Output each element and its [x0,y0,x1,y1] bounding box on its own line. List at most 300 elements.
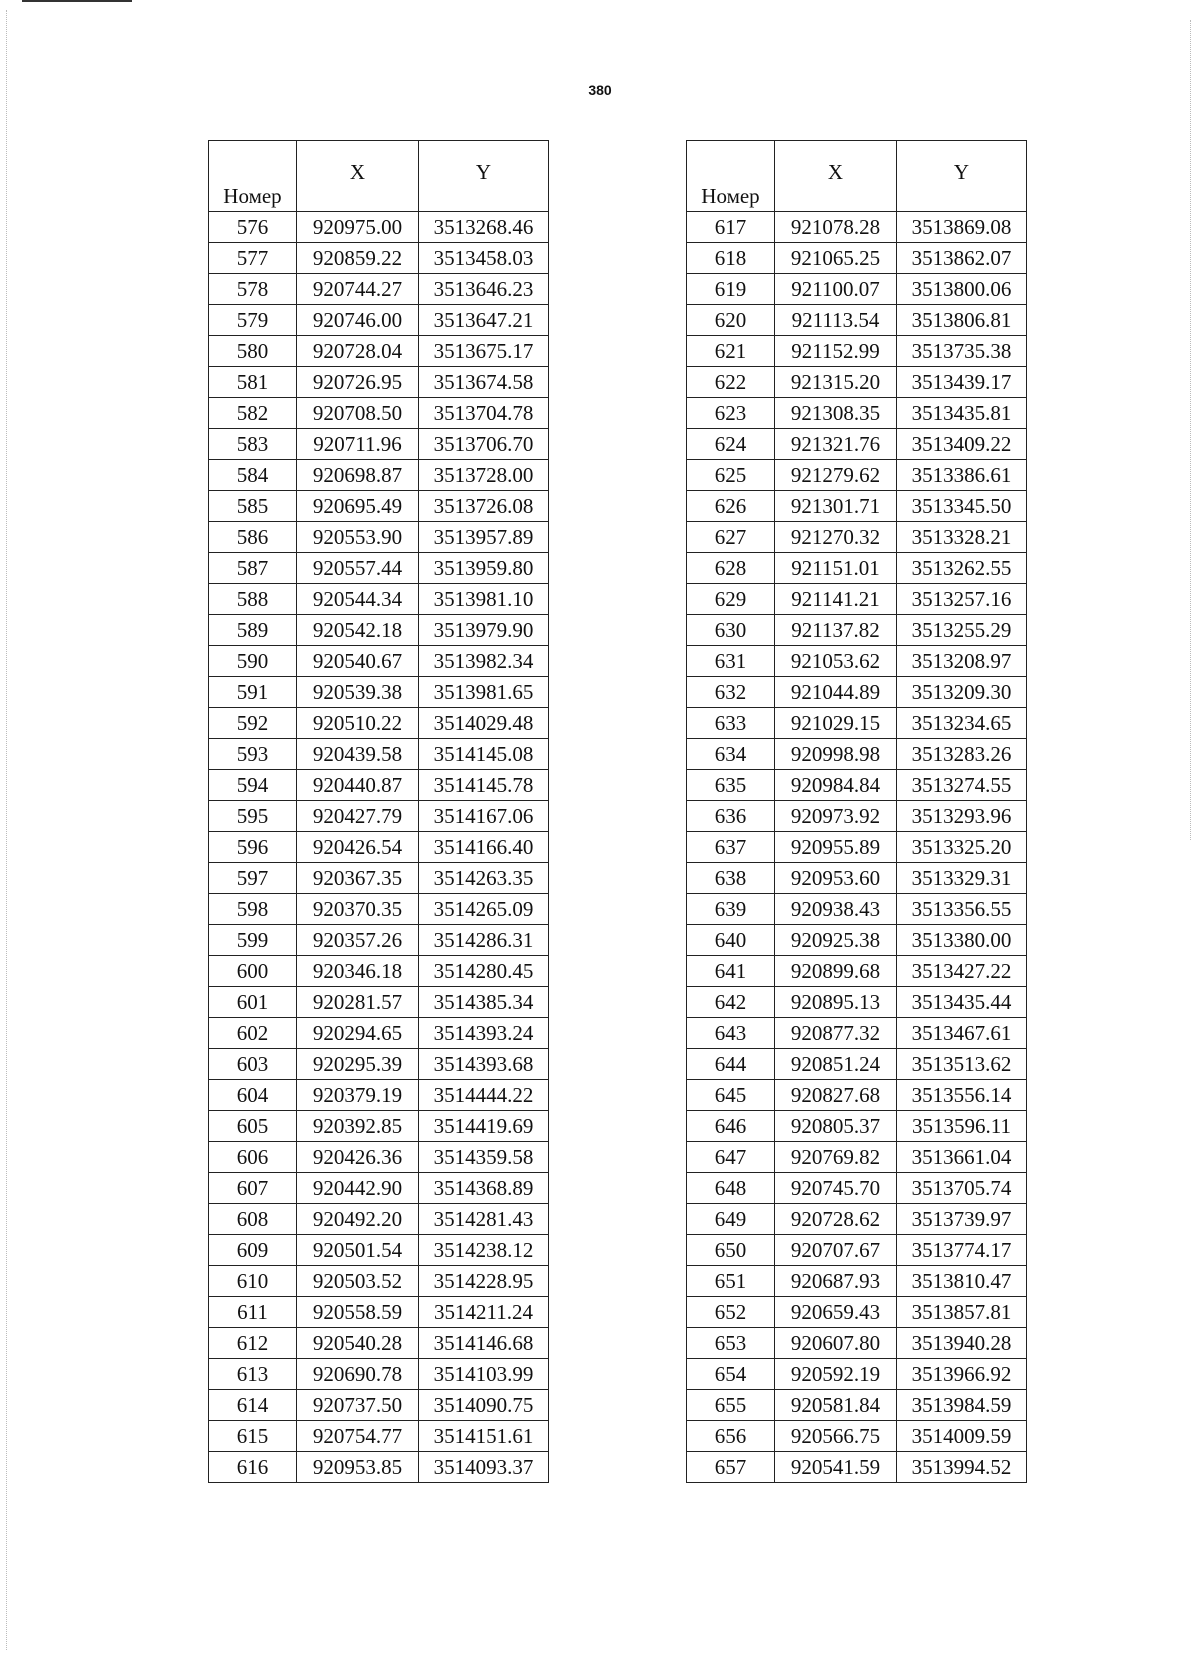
table-row [687,646,1027,677]
cell-number: 586 [209,522,297,553]
cell-number: 610 [209,1266,297,1297]
table-row [687,398,1027,429]
table-row [209,739,549,770]
cell-number: 653 [687,1328,775,1359]
cell-x: 920769.82 [775,1142,897,1173]
table-row [687,770,1027,801]
table-row [209,1297,549,1328]
table-row [687,677,1027,708]
cell-y: 3513675.17 [419,336,549,367]
table-row [687,1421,1027,1452]
cell-x: 920370.35 [297,894,419,925]
cell-x: 921151.01 [775,553,897,584]
cell-y: 3513435.44 [897,987,1027,1018]
table-row [687,336,1027,367]
cell-number: 612 [209,1328,297,1359]
cell-y: 3514103.99 [419,1359,549,1390]
cell-number: 585 [209,491,297,522]
cell-y: 3513806.81 [897,305,1027,336]
cell-y: 3513984.59 [897,1390,1027,1421]
table-row [209,1173,549,1204]
cell-y: 3513705.74 [897,1173,1027,1204]
cell-y: 3513981.65 [419,677,549,708]
cell-y: 3514419.69 [419,1111,549,1142]
table-row [209,243,549,274]
cell-y: 3513274.55 [897,770,1027,801]
cell-y: 3513940.28 [897,1328,1027,1359]
header-x: X [297,141,419,212]
cell-number: 581 [209,367,297,398]
cell-number: 604 [209,1080,297,1111]
cell-number: 618 [687,243,775,274]
table-row [209,1359,549,1390]
cell-x: 920925.38 [775,925,897,956]
table-row [687,1452,1027,1483]
cell-x: 920827.68 [775,1080,897,1111]
cell-number: 601 [209,987,297,1018]
header-number: Номер [687,141,775,212]
cell-x: 920540.67 [297,646,419,677]
cell-number: 644 [687,1049,775,1080]
table-row [209,367,549,398]
page-number: 380 [588,82,612,98]
cell-y: 3514228.95 [419,1266,549,1297]
cell-number: 652 [687,1297,775,1328]
cell-x: 920707.67 [775,1235,897,1266]
table-row [209,1049,549,1080]
table-row [209,584,549,615]
cell-number: 622 [687,367,775,398]
table-row [687,274,1027,305]
cell-number: 589 [209,615,297,646]
cell-x: 920687.93 [775,1266,897,1297]
header-number: Номер [209,141,297,212]
table-row [209,1142,549,1173]
table-row [209,1421,549,1452]
cell-number: 577 [209,243,297,274]
cell-number: 645 [687,1080,775,1111]
cell-x: 920805.37 [775,1111,897,1142]
cell-number: 651 [687,1266,775,1297]
cell-number: 656 [687,1421,775,1452]
table-row [209,212,549,243]
table-row [687,1142,1027,1173]
table-row [687,1235,1027,1266]
cell-x: 921315.20 [775,367,897,398]
cell-y: 3513409.22 [897,429,1027,460]
cell-x: 920294.65 [297,1018,419,1049]
cell-y: 3514211.24 [419,1297,549,1328]
cell-x: 921152.99 [775,336,897,367]
cell-number: 588 [209,584,297,615]
cell-y: 3514286.31 [419,925,549,956]
cell-number: 611 [209,1297,297,1328]
cell-y: 3513735.38 [897,336,1027,367]
cell-number: 587 [209,553,297,584]
cell-number: 637 [687,832,775,863]
cell-number: 636 [687,801,775,832]
cell-y: 3514444.22 [419,1080,549,1111]
cell-y: 3513209.30 [897,677,1027,708]
cell-x: 920728.62 [775,1204,897,1235]
cell-number: 625 [687,460,775,491]
cell-y: 3514145.08 [419,739,549,770]
table-row [687,1049,1027,1080]
cell-x: 920510.22 [297,708,419,739]
cell-number: 596 [209,832,297,863]
cell-number: 648 [687,1173,775,1204]
cell-y: 3513810.47 [897,1266,1027,1297]
table-row [687,1204,1027,1235]
cell-number: 654 [687,1359,775,1390]
cell-number: 590 [209,646,297,677]
table-row [687,987,1027,1018]
cell-x: 921141.21 [775,584,897,615]
cell-x: 920426.54 [297,832,419,863]
cell-y: 3513726.08 [419,491,549,522]
cell-x: 920953.85 [297,1452,419,1483]
cell-x: 920953.60 [775,863,897,894]
cell-number: 647 [687,1142,775,1173]
cell-number: 603 [209,1049,297,1080]
table-row [687,801,1027,832]
cell-y: 3513982.34 [419,646,549,677]
cell-number: 591 [209,677,297,708]
cell-x: 920295.39 [297,1049,419,1080]
scan-edge-left [6,10,7,1650]
coordinates-table-right [686,140,1027,1483]
table-row [209,398,549,429]
cell-number: 583 [209,429,297,460]
cell-y: 3514393.68 [419,1049,549,1080]
cell-y: 3513704.78 [419,398,549,429]
cell-y: 3513728.00 [419,460,549,491]
cell-y: 3513774.17 [897,1235,1027,1266]
table-row [209,708,549,739]
table-row [209,491,549,522]
cell-y: 3514166.40 [419,832,549,863]
cell-y: 3514090.75 [419,1390,549,1421]
table-row [209,1328,549,1359]
cell-number: 613 [209,1359,297,1390]
table-row [209,801,549,832]
cell-x: 920938.43 [775,894,897,925]
cell-y: 3514265.09 [419,894,549,925]
table-row [209,1080,549,1111]
cell-y: 3514167.06 [419,801,549,832]
cell-x: 920566.75 [775,1421,897,1452]
table-row [209,336,549,367]
table-row [209,1452,549,1483]
cell-y: 3514359.58 [419,1142,549,1173]
cell-number: 617 [687,212,775,243]
cell-number: 616 [209,1452,297,1483]
cell-number: 630 [687,615,775,646]
cell-number: 608 [209,1204,297,1235]
header-x: X [775,141,897,212]
table-row [209,305,549,336]
cell-number: 633 [687,708,775,739]
cell-y: 3513293.96 [897,801,1027,832]
cell-y: 3513208.97 [897,646,1027,677]
table-row [687,491,1027,522]
cell-x: 920492.20 [297,1204,419,1235]
cell-x: 920544.34 [297,584,419,615]
cell-x: 920426.36 [297,1142,419,1173]
cell-number: 632 [687,677,775,708]
cell-x: 920754.77 [297,1421,419,1452]
cell-x: 920557.44 [297,553,419,584]
table-row [687,1111,1027,1142]
cell-number: 594 [209,770,297,801]
cell-y: 3513800.06 [897,274,1027,305]
cell-y: 3513439.17 [897,367,1027,398]
cell-x: 921308.35 [775,398,897,429]
cell-y: 3513268.46 [419,212,549,243]
cell-x: 920708.50 [297,398,419,429]
cell-y: 3513596.11 [897,1111,1027,1142]
coordinates-table-left [208,140,549,1483]
cell-number: 582 [209,398,297,429]
cell-number: 598 [209,894,297,925]
cell-x: 920501.54 [297,1235,419,1266]
cell-y: 3514281.43 [419,1204,549,1235]
cell-y: 3513739.97 [897,1204,1027,1235]
table-row [687,1266,1027,1297]
header-y: Y [897,141,1027,212]
cell-number: 592 [209,708,297,739]
table-row [209,1266,549,1297]
cell-x: 920895.13 [775,987,897,1018]
cell-x: 921137.82 [775,615,897,646]
cell-number: 635 [687,770,775,801]
table-row [687,522,1027,553]
table-row [687,243,1027,274]
cell-y: 3513329.31 [897,863,1027,894]
cell-x: 921065.25 [775,243,897,274]
cell-number: 584 [209,460,297,491]
cell-y: 3513857.81 [897,1297,1027,1328]
cell-x: 920346.18 [297,956,419,987]
table-row [209,1111,549,1142]
cell-y: 3514280.45 [419,956,549,987]
table-row [209,832,549,863]
table-row [687,832,1027,863]
table-row [687,429,1027,460]
cell-x: 921279.62 [775,460,897,491]
cell-number: 576 [209,212,297,243]
table-row [209,1204,549,1235]
table-row [687,1390,1027,1421]
cell-number: 597 [209,863,297,894]
scan-edge-right [1190,20,1191,840]
cell-x: 920711.96 [297,429,419,460]
cell-y: 3513458.03 [419,243,549,274]
cell-x: 920955.89 [775,832,897,863]
table-row [687,1328,1027,1359]
cell-y: 3513380.00 [897,925,1027,956]
table-row [209,646,549,677]
cell-y: 3513959.80 [419,553,549,584]
cell-number: 646 [687,1111,775,1142]
table-row [687,1359,1027,1390]
cell-number: 641 [687,956,775,987]
table-row [209,894,549,925]
table-row [209,274,549,305]
table-header-row [209,141,549,212]
table-row [687,1080,1027,1111]
cell-y: 3513257.16 [897,584,1027,615]
cell-y: 3514385.34 [419,987,549,1018]
cell-y: 3513328.21 [897,522,1027,553]
cell-y: 3513345.50 [897,491,1027,522]
cell-y: 3513646.23 [419,274,549,305]
cell-y: 3513862.07 [897,243,1027,274]
cell-x: 920542.18 [297,615,419,646]
cell-number: 621 [687,336,775,367]
cell-x: 920427.79 [297,801,419,832]
cell-x: 920899.68 [775,956,897,987]
cell-x: 920539.38 [297,677,419,708]
cell-y: 3513325.20 [897,832,1027,863]
cell-x: 920442.90 [297,1173,419,1204]
cell-x: 920975.00 [297,212,419,243]
cell-x: 920503.52 [297,1266,419,1297]
cell-x: 920357.26 [297,925,419,956]
table-row [687,1297,1027,1328]
table-row [687,553,1027,584]
table-row [687,460,1027,491]
cell-y: 3513957.89 [419,522,549,553]
cell-x: 920440.87 [297,770,419,801]
cell-y: 3513979.90 [419,615,549,646]
cell-y: 3514009.59 [897,1421,1027,1452]
cell-x: 920877.32 [775,1018,897,1049]
table-row [209,925,549,956]
cell-number: 657 [687,1452,775,1483]
cell-x: 921078.28 [775,212,897,243]
cell-number: 605 [209,1111,297,1142]
cell-number: 639 [687,894,775,925]
cell-x: 920540.28 [297,1328,419,1359]
cell-x: 920553.90 [297,522,419,553]
cell-number: 623 [687,398,775,429]
cell-number: 578 [209,274,297,305]
cell-y: 3514393.24 [419,1018,549,1049]
cell-x: 921029.15 [775,708,897,739]
cell-y: 3513427.22 [897,956,1027,987]
cell-y: 3513661.04 [897,1142,1027,1173]
cell-x: 920851.24 [775,1049,897,1080]
cell-number: 642 [687,987,775,1018]
table-row [209,863,549,894]
cell-y: 3513647.21 [419,305,549,336]
cell-number: 606 [209,1142,297,1173]
cell-y: 3514238.12 [419,1235,549,1266]
cell-y: 3513556.14 [897,1080,1027,1111]
table-row [687,1018,1027,1049]
cell-y: 3513869.08 [897,212,1027,243]
table-row [209,956,549,987]
cell-number: 655 [687,1390,775,1421]
cell-y: 3513467.61 [897,1018,1027,1049]
cell-number: 634 [687,739,775,770]
cell-x: 921270.32 [775,522,897,553]
cell-y: 3513674.58 [419,367,549,398]
table-row [209,522,549,553]
table-row [209,987,549,1018]
table-row [209,615,549,646]
cell-x: 920859.22 [297,243,419,274]
table-row [687,894,1027,925]
cell-number: 595 [209,801,297,832]
cell-y: 3513386.61 [897,460,1027,491]
cell-number: 624 [687,429,775,460]
cell-y: 3513262.55 [897,553,1027,584]
cell-x: 920592.19 [775,1359,897,1390]
cell-number: 580 [209,336,297,367]
cell-y: 3513234.65 [897,708,1027,739]
table-row [687,739,1027,770]
cell-x: 920695.49 [297,491,419,522]
table-row [687,615,1027,646]
table-row [209,1018,549,1049]
cell-number: 626 [687,491,775,522]
table-row [687,212,1027,243]
cell-number: 638 [687,863,775,894]
header-y: Y [419,141,549,212]
cell-x: 920541.59 [775,1452,897,1483]
cell-x: 920281.57 [297,987,419,1018]
cell-y: 3514146.68 [419,1328,549,1359]
table-row [209,770,549,801]
cell-number: 628 [687,553,775,584]
table-row [687,1173,1027,1204]
table-row [687,956,1027,987]
cell-x: 920744.27 [297,274,419,305]
cell-x: 920726.95 [297,367,419,398]
cell-x: 920379.19 [297,1080,419,1111]
cell-x: 920690.78 [297,1359,419,1390]
cell-number: 602 [209,1018,297,1049]
table-body-right [687,212,1027,1483]
cell-y: 3513513.62 [897,1049,1027,1080]
cell-number: 640 [687,925,775,956]
table-row [209,553,549,584]
cell-x: 921301.71 [775,491,897,522]
cell-y: 3513435.81 [897,398,1027,429]
cell-x: 921053.62 [775,646,897,677]
table-body-left [209,212,549,1483]
cell-number: 643 [687,1018,775,1049]
table-row [687,925,1027,956]
cell-x: 920367.35 [297,863,419,894]
cell-x: 921044.89 [775,677,897,708]
table-row [687,863,1027,894]
cell-number: 599 [209,925,297,956]
cell-number: 619 [687,274,775,305]
cell-number: 627 [687,522,775,553]
cell-number: 615 [209,1421,297,1452]
table-row [209,1235,549,1266]
cell-y: 3514263.35 [419,863,549,894]
cell-number: 600 [209,956,297,987]
cell-number: 579 [209,305,297,336]
cell-x: 920737.50 [297,1390,419,1421]
cell-number: 607 [209,1173,297,1204]
cell-y: 3514029.48 [419,708,549,739]
table-row [687,305,1027,336]
